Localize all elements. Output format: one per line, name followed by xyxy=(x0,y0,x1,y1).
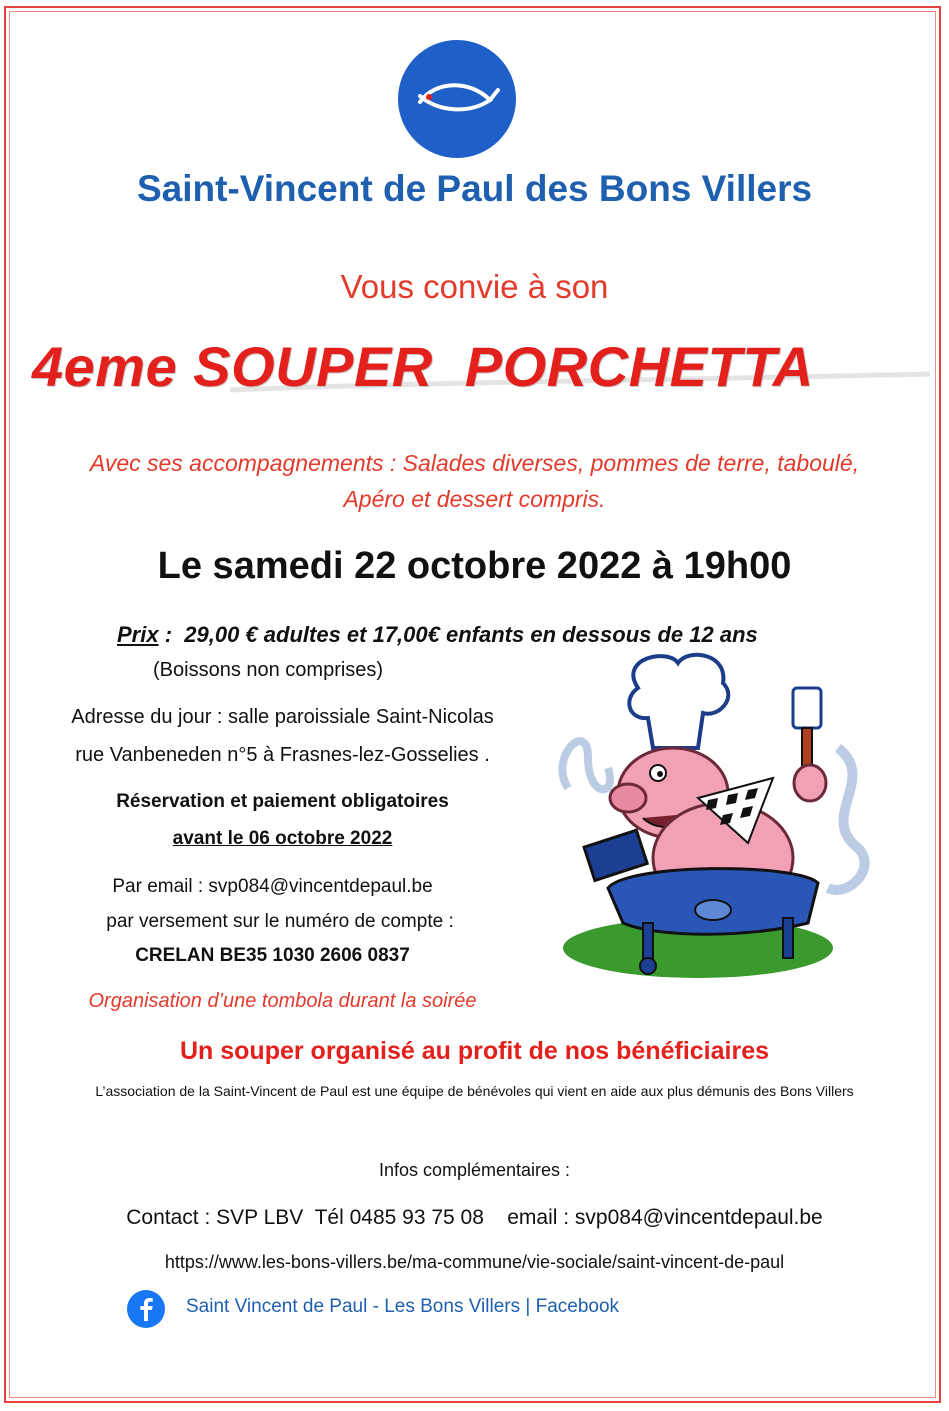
address-line-1: Adresse du jour : salle paroissiale Saint-Nicolas xyxy=(71,706,494,728)
event-date: Le samedi 22 octobre 2022 à 19h00 xyxy=(157,545,792,587)
website-link[interactable]: https://www.les-bons-villers.be/ma-commune/vie-sociale/saint-vincent-de-paul xyxy=(164,1252,785,1272)
invitation-line: Vous convie à son xyxy=(340,268,609,305)
price-label: Prix xyxy=(117,622,159,647)
contact-line: Contact : SVP LBV Tél 0485 93 75 08 email : svp084@vincentdepaul.be xyxy=(126,1206,823,1229)
tombola-note: Organisation d’une tombola durant la soirée xyxy=(88,990,477,1012)
facebook-icon[interactable] xyxy=(127,1290,165,1328)
organization-title: Saint-Vincent de Paul des Bons Villers xyxy=(136,168,813,209)
fish-icon xyxy=(398,40,516,158)
address-line-2: rue Vanbeneden n°5 à Frasnes-lez-Gosselies . xyxy=(75,744,490,766)
infos-heading: Infos complémentaires : xyxy=(378,1160,571,1180)
association-description: L’association de la Saint-Vincent de Paul est une équipe de bénévoles qui vient en aide aux plus démunis des Bons Villers xyxy=(95,1083,854,1099)
profit-heading: Un souper organisé au profit de nos bénéficiaires xyxy=(179,1037,769,1065)
price-separator: : xyxy=(158,622,185,647)
payment-email: Par email : svp084@vincentdepaul.be xyxy=(112,876,433,897)
facebook-link[interactable]: Saint Vincent de Paul - Les Bons Villers | Facebook xyxy=(186,1296,620,1317)
drinks-note: (Boissons non comprises) xyxy=(153,659,384,681)
price-line xyxy=(117,622,877,648)
bank-account: CRELAN BE35 1030 2606 0837 xyxy=(135,945,410,966)
menu-line-1: Avec ses accompagnements : Salades diverses, pommes de terre, taboulé, xyxy=(89,450,860,476)
reservation-deadline: avant le 06 octobre 2022 xyxy=(172,828,393,849)
payment-transfer: par versement sur le numéro de compte : xyxy=(106,911,454,932)
menu-line-2: Apéro et dessert compris. xyxy=(343,486,606,512)
reservation-line-1: Réservation et paiement obligatoires xyxy=(116,791,449,812)
chef-pig-illustration xyxy=(548,648,878,988)
event-title: 4eme SOUPER PORCHETTA xyxy=(32,335,814,398)
price-text: 29,00 € adultes et 17,00€ enfants en dessous de 12 ans xyxy=(184,622,758,647)
